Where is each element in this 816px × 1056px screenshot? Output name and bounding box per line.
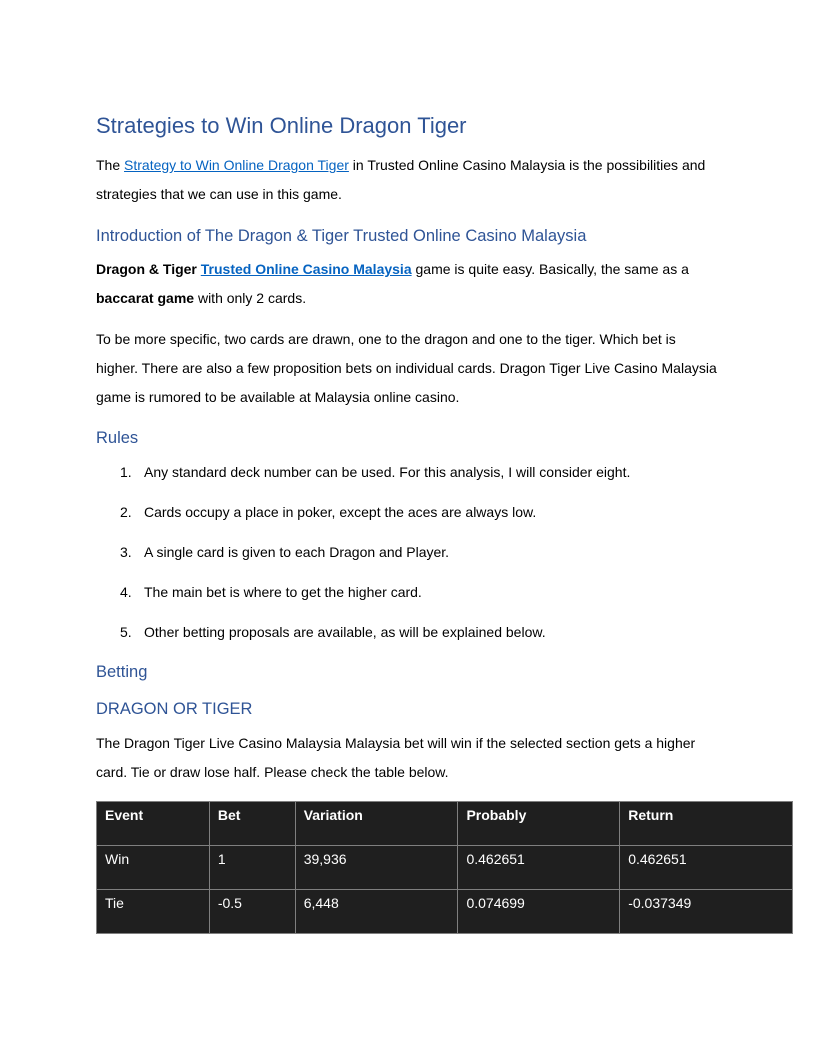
list-number: 1. <box>120 464 132 480</box>
table-cell: 1 <box>209 846 295 890</box>
table-cell: 0.074699 <box>458 890 620 934</box>
list-text: Cards occupy a place in poker, except the aces are always low. <box>144 504 537 520</box>
table-row <box>97 890 793 934</box>
section-heading-introduction: Introduction of The Dragon & Tiger Trusted Online Casino Malaysia <box>96 227 587 245</box>
intro-prefix: The <box>96 157 125 173</box>
table-header: Return <box>620 802 793 846</box>
list-number: 4. <box>120 584 132 600</box>
list-number: 5. <box>120 624 132 640</box>
list-text: Any standard deck number can be used. For this analysis, I will consider eight. <box>144 464 631 480</box>
subheading-dragon-or-tiger: DRAGON OR TIGER <box>96 700 253 718</box>
list-number: 3. <box>120 544 132 560</box>
list-number: 2. <box>120 504 132 520</box>
betting-paragraph: The Dragon Tiger Live Casino Malaysia Malaysia bet will win if the selected section gets a higher card. Tie or draw lose half. Please check the table below. <box>96 735 696 780</box>
strategy-link[interactable]: Strategy to Win Online Dragon Tiger <box>124 157 349 173</box>
table-cell: 0.462651 <box>620 846 793 890</box>
introduction-paragraph-1 <box>96 255 696 313</box>
intro-suffix: in Trusted Online Casino Malaysia is the possibilities and strategies that we can use in this game. <box>96 157 706 202</box>
intro-p1-end: with only 2 cards. <box>194 290 307 306</box>
table-cell: Win <box>97 846 210 890</box>
section-heading-rules: Rules <box>96 429 139 447</box>
table-row <box>97 846 793 890</box>
return-table <box>96 801 793 934</box>
section-heading-betting: Betting <box>96 663 148 681</box>
dragon-tiger-bold: Dragon & Tiger <box>96 261 201 277</box>
baccarat-bold: baccarat game <box>96 290 195 306</box>
table-cell: -0.037349 <box>620 890 793 934</box>
table-cell: 6,448 <box>295 890 458 934</box>
table-cell: Tie <box>97 890 210 934</box>
intro-paragraph <box>96 151 736 209</box>
table-header: Variation <box>295 802 458 846</box>
table-header-row <box>97 802 793 846</box>
table-header: Probably <box>458 802 620 846</box>
intro-p1-mid: game is quite easy. Basically, the same as a <box>411 261 689 277</box>
list-text: A single card is given to each Dragon and Player. <box>144 544 450 560</box>
table-header: Event <box>97 802 210 846</box>
table-cell: -0.5 <box>209 890 295 934</box>
page-title: Strategies to Win Online Dragon Tiger <box>96 113 467 138</box>
table-cell: 39,936 <box>295 846 458 890</box>
list-text: The main bet is where to get the higher card. <box>144 584 422 600</box>
list-text: Other betting proposals are available, as will be explained below. <box>144 624 546 640</box>
trusted-casino-link[interactable]: Trusted Online Casino Malaysia <box>200 261 412 277</box>
table-cell: 0.462651 <box>458 846 620 890</box>
introduction-paragraph-2: To be more specific, two cards are drawn, one to the dragon and one to the tiger. Which bet is higher. There are also a few proposition bets on individual cards. Dragon Tiger Live Casino Malaysia game is rumored to be available at Malaysia online casino. <box>96 331 717 405</box>
table-header: Bet <box>209 802 295 846</box>
